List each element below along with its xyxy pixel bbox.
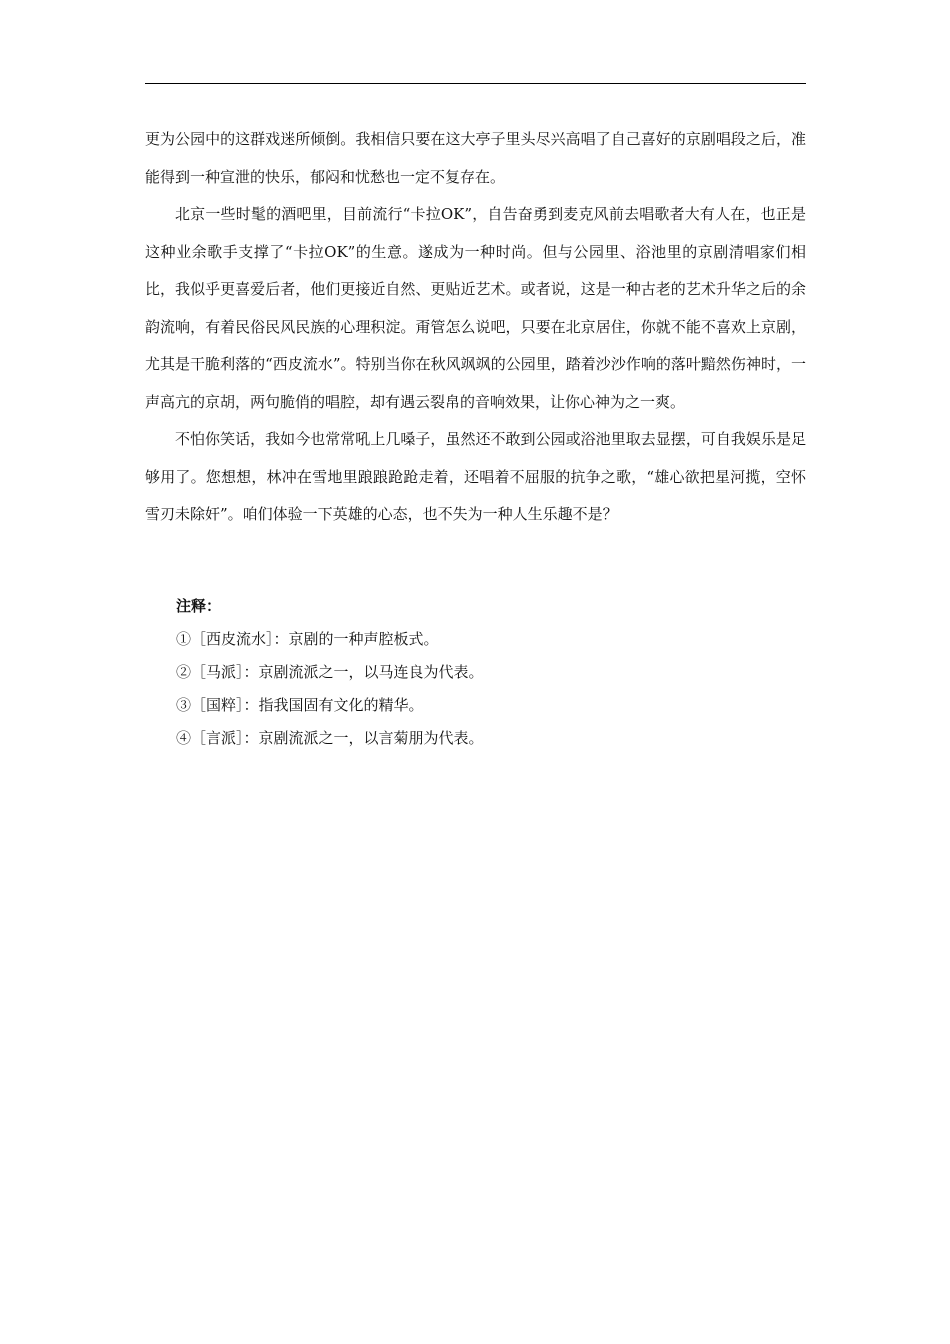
note-item-1: ①［西皮流水］：京剧的一种声腔板式。 [176,630,439,648]
article-body [145,121,806,534]
paragraph-singing: 不怕你笑话，我如今也常常吼上几嗓子，虽然还不敢到公园或浴池里取去显摆，可自我娱乐是足够用了。您想想，林冲在雪地里踉踉跄跄走着，还唱着不屈服的抗争之歌，“雄心欲把星河揽，空怀雪刃未除奸”。咱们体验一下英雄的心态，也不失为一种人生乐趣不是？ [145,430,806,523]
note-item-2: ②［马派］：京剧流派之一，以马连良为代表。 [176,663,484,681]
paragraph-karaoke: 北京一些时髦的酒吧里，目前流行“卡拉OK”，自告奋勇到麦克风前去唱歌者大有人在，也正是这种业余歌手支撑了“卡拉OK”的生意。遂成为一种时尚。但与公园里、浴池里的京剧清唱家们相比，我似乎更喜爱后者，他们更接近自然、更贴近艺术。或者说，这是一种古老的艺术升华之后的余韵流响，有着民俗民风民族的心理积淀。甭管怎么说吧，只要在北京居住，你就不能不喜欢上京剧，尤其是干脆利落的“西皮流水”。特别当你在秋风飒飒的公园里，踏着沙沙作响的落叶黯然伤神时，一声高亢的京胡，两句脆俏的唱腔，却有遇云裂帛的音响效果，让你心神为之一爽。 [145,205,806,411]
notes-list [176,623,806,755]
paragraph-continuation: 更为公园中的这群戏迷所倾倒。我相信只要在这大亭子里头尽兴高唱了自己喜好的京剧唱段之后，准能得到一种宣泄的快乐，郁闷和忧愁也一定不复存在。 [145,130,806,186]
header-rule [145,83,806,84]
note-item-4: ④［言派］：京剧流派之一，以言菊朋为代表。 [176,729,484,747]
notes-title: 注释： [176,597,222,615]
notes-section [176,590,806,755]
note-item-3: ③［国粹］：指我国固有文化的精华。 [176,696,424,714]
